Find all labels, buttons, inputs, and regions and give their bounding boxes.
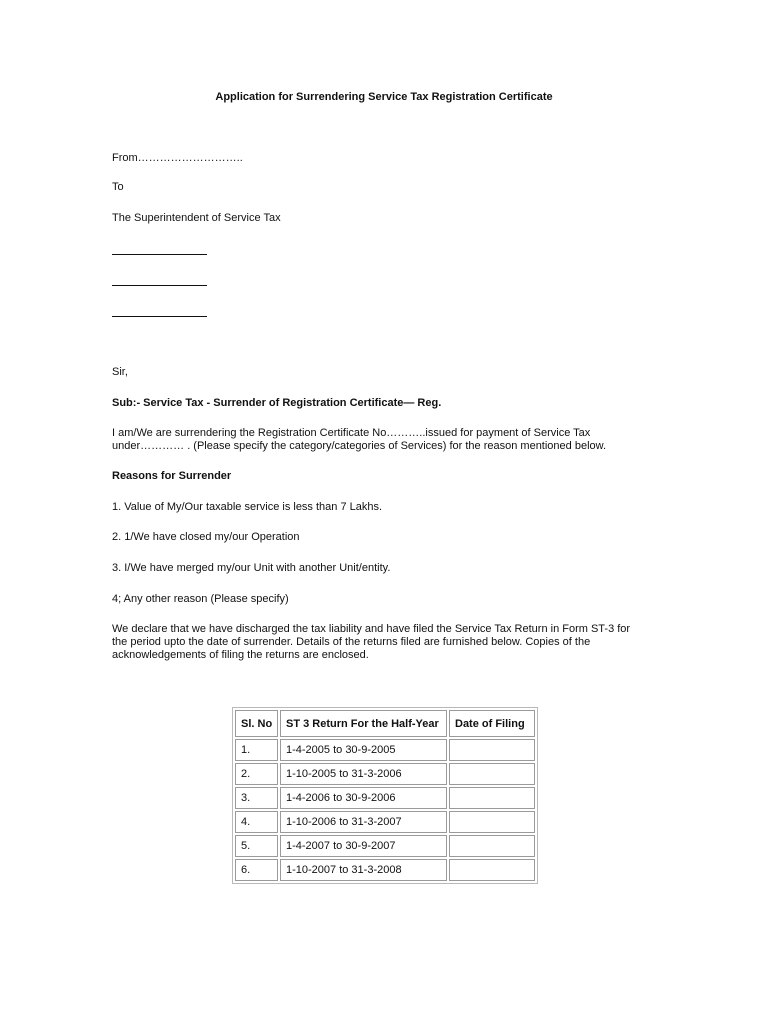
column-header-half-year: ST 3 Return For the Half-Year [280, 710, 447, 737]
from-line: From……………………….. [112, 152, 243, 164]
addressee: The Superintendent of Service Tax [112, 212, 281, 224]
table-row [235, 739, 535, 761]
half-year-cell: 1-4-2006 to 30-9-2006 [280, 787, 447, 809]
table-row [235, 835, 535, 857]
half-year-cell: 1-4-2007 to 30-9-2007 [280, 835, 447, 857]
table-row [235, 811, 535, 833]
reason-item: 4; Any other reason (Please specify) [112, 593, 289, 605]
address-blank-line-3 [112, 316, 207, 317]
half-year-cell: 1-10-2005 to 31-3-2006 [280, 763, 447, 785]
half-year-cell: 1-10-2006 to 31-3-2007 [280, 811, 447, 833]
date-of-filing-cell [449, 835, 535, 857]
table-row [235, 763, 535, 785]
reasons-heading: Reasons for Surrender [112, 470, 232, 482]
sl-no-cell: 6. [235, 859, 278, 881]
date-of-filing-cell [449, 811, 535, 833]
sl-no-cell: 1. [235, 739, 278, 761]
sl-no-cell: 2. [235, 763, 278, 785]
reason-item: 3. I/We have merged my/our Unit with another Unit/entity. [112, 562, 391, 574]
half-year-cell: 1-10-2007 to 31-3-2008 [280, 859, 447, 881]
sl-no-cell: 4. [235, 811, 278, 833]
returns-table [232, 707, 538, 884]
declaration-line-2: the period upto the date of surrender. Details of the returns filed are furnished below. Copies of the [112, 636, 591, 648]
table-row [235, 859, 535, 881]
table-header-row [235, 710, 535, 737]
address-blank-line-1 [112, 254, 207, 255]
table-row [235, 787, 535, 809]
column-header-sl-no: Sl. No [235, 710, 278, 737]
reason-item: 1. Value of My/Our taxable service is less than 7 Lakhs. [112, 501, 383, 513]
date-of-filing-cell [449, 763, 535, 785]
column-header-date-of-filing: Date of Filing [449, 710, 535, 737]
half-year-cell: 1-4-2005 to 30-9-2005 [280, 739, 447, 761]
body-paragraph-line-1: I am/We are surrendering the Registration Certificate No………..issued for payment of Service Tax [112, 427, 591, 439]
sl-no-cell: 3. [235, 787, 278, 809]
to-line: To [112, 181, 124, 193]
date-of-filing-cell [449, 787, 535, 809]
subject-line: Sub:- Service Tax - Surrender of Registration Certificate— Reg. [112, 397, 442, 409]
address-blank-line-2 [112, 285, 207, 286]
declaration-line-3: acknowledgements of filing the returns are enclosed. [112, 649, 369, 661]
salutation: Sir, [112, 366, 128, 378]
reason-item: 2. 1/We have closed my/our Operation [112, 531, 300, 543]
document-title: Application for Surrendering Service Tax Registration Certificate [215, 91, 553, 103]
date-of-filing-cell [449, 859, 535, 881]
sl-no-cell: 5. [235, 835, 278, 857]
date-of-filing-cell [449, 739, 535, 761]
declaration-line-1: We declare that we have discharged the tax liability and have filed the Service Tax Return in Form ST-3 for [112, 623, 631, 635]
body-paragraph-line-2: under………… . (Please specify the category/categories of Services) for the reason mentioned below. [112, 440, 607, 452]
